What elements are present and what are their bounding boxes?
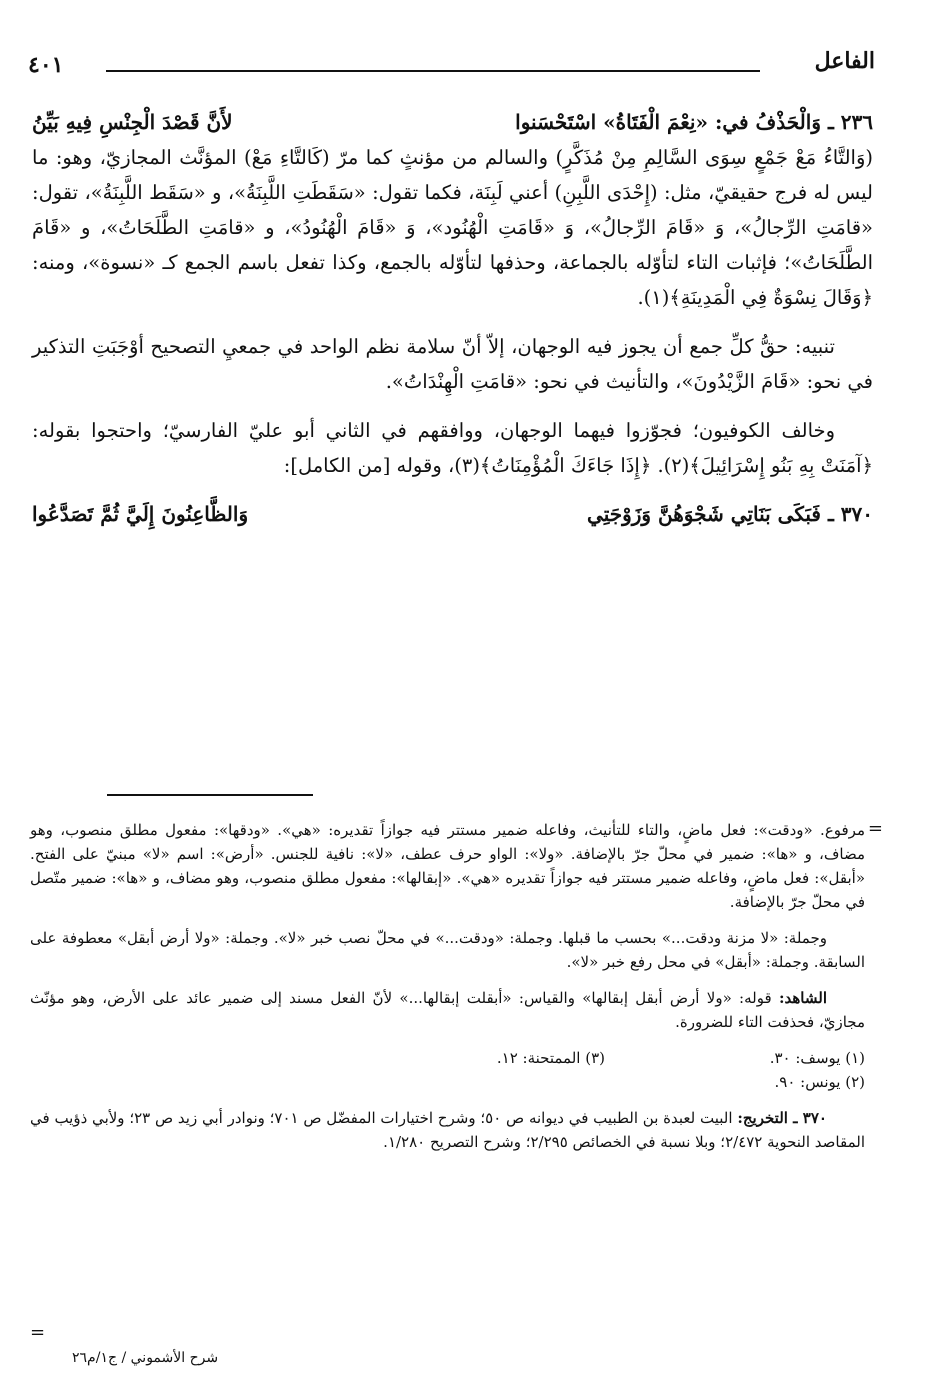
takhrij-label: ٣٧٠ ـ التخريج: bbox=[737, 1109, 827, 1127]
footnote-3: (٣) الممتحنة: ١٢. bbox=[496, 1049, 605, 1067]
continuation-mark: = bbox=[867, 818, 883, 839]
evidence-text: قوله: «ولا أرض أبقل إبقالها» والقياس: «أبقلت إبقالها...» لأنّ الفعل مسند إلى ضمير عائد على الأرض، وهو مؤنّث مجازيّ، فحذفت التاء للضرورة. bbox=[30, 989, 865, 1031]
footnote-row-1 bbox=[30, 1046, 865, 1070]
verse-370 bbox=[32, 497, 873, 532]
spacer bbox=[30, 974, 865, 986]
page-header bbox=[28, 44, 875, 84]
takhrij-text: البيت لعبدة بن الطبيب في ديوانه ص ٥٠؛ وشرح اختيارات المفضّل ص ٧٠١؛ ونوادر أبي زيد ص ٢٣؛ ولأبي ذؤيب في المقاصد النحوية ٢/٤٧٢؛ وبلا نسبة في الخصائص ٢/٢٩٥؛ وشرح التصريح ١/٢٨٠. bbox=[30, 1109, 865, 1151]
spacer bbox=[32, 315, 873, 329]
footnote-row-2 bbox=[30, 1070, 865, 1094]
paragraph-kufans: وخالف الكوفيون؛ فجوّزوا فيهما الوجهان، ووافقهم في الثاني أبو عليّ الفارسيّ؛ واحتجوا بقوله: ﴿آمَنَتْ بِهِ بَنُو إِسْرَائِيلَ﴾(٢). ﴿إِذَا جَاءَكَ الْمُؤْمِنَاتُ﴾(٣)، وقوله [من الكامل]: bbox=[32, 419, 873, 477]
signature-mark: شرح الأشموني / ج١/م٢٦ bbox=[72, 1350, 219, 1366]
note-evidence bbox=[30, 986, 865, 1034]
spacer bbox=[30, 1094, 865, 1106]
header-rule bbox=[106, 70, 760, 72]
verse-370-second-hemistich: وَالظَّاعِنُونَ إِلَيَّ ثُمَّ تَصَدَّعُوا bbox=[32, 502, 249, 526]
spacer bbox=[32, 399, 873, 413]
paragraph-note: تنبيه: حقُّ كلِّ جمع أن يجوز فيه الوجهان، إلاّ أنّ سلامة نظم الواحد في جمعيِ التصحيح أوْجَبَتِ التذكير في نحو: «قَامَ الزَّيْدُونَ»، والتأنيث في نحو: «قامَتِ الْهِنْدَاتُ». bbox=[32, 335, 873, 393]
evidence-label: الشاهد: bbox=[778, 989, 827, 1007]
note-sentences: وجملة: «لا مزنة ودقت...» بحسب ما قبلها. وجملة: «ودقت...» في محلّ نصب خبر «لا». وجملة: «ولا أرض أبقل» معطوفة على السابقة. وجملة: «أبقل» في محل رفع خبر «لا». bbox=[30, 929, 865, 971]
note-parsing: مرفوع. «ودقت»: فعل ماضٍ، والتاء للتأنيث، وفاعله ضمير مستتر فيه جوازاً تقديره: «هي». «ودقها»: مفعول مطلق منصوب، وهو مضاف، و «ها»: ضمير في محلّ جرّ بالإضافة. «ولا»: الواو حرف عطف، «لا»: نافية للجنس. «أرض»: اسم «لا» مبنيّ على الفتح. «أبقل»: فعل ماضٍ، وفاعله ضمير مستتر فيه جوازاً تقديره «هي». «إبقالها»: مفعول مطلق منصوب، وهو مضاف، و «ها»: ضمير متّصل في محلّ جرّ بالإضافة. bbox=[30, 821, 865, 911]
spacer bbox=[32, 483, 873, 497]
verse-370-first-hemistich: ٣٧٠ ـ فَبَكَى بَنَاتِي شَجْوَهُنَّ وَزَوْجَتِي bbox=[587, 502, 873, 526]
footnote-1: (١) يوسف: ٣٠. bbox=[769, 1049, 865, 1067]
footnotes bbox=[30, 818, 865, 1154]
chapter-title: الفاعل bbox=[814, 48, 875, 74]
main-text bbox=[32, 105, 873, 532]
verse-236 bbox=[32, 105, 873, 140]
verse-236-second-hemistich: لأَنَّ قَصْدَ الْجِنْسِ فِيهِ بَيِّنُ bbox=[32, 110, 233, 134]
footnote-2: (٢) يونس: ٩٠. bbox=[774, 1073, 865, 1091]
page-number: ٤٠١ bbox=[28, 52, 64, 78]
paragraph-commentary: (وَالتَّاءُ مَعْ جَمْعٍ سِوَى السَّالِمِ مِنْ مُذَكَّرٍ) والسالم من مؤنثٍ كما مرّ (كَالتَّاءِ مَعْ) المؤنَّث المجازيّ، وهو: ما ليس له فرج حقيقيّ، مثل: (إِحْدَى اللَّبِنِ) أعني لَبِنَة، فكما تقول: «سَقَطَتِ اللَّبِنَةُ»، و «سَقَط اللَّبِنَةُ»، تقول: «قامَتِ الرِّجالُ»، وَ «قَامَ الرِّجالُ»، وَ «قَامَتِ الْهُنُود»، وَ «قَامَ الْهُنُودُ»، و «قامَتِ الطَّلَحَاتُ»، و «قَامَ الطَّلَحَاتُ»؛ فإثبات التاء لتأوّله بالجماعة، وحذفها لتأوّله بالجمع، وكذا تفعل باسم الجمع كـ «نسوة»، ومنه: ﴿وَقَالَ نِسْوَةٌ فِي الْمَدِينَةِ﴾(١). bbox=[32, 146, 873, 309]
footnote-rule bbox=[107, 794, 313, 796]
note-takhrij bbox=[30, 1106, 865, 1154]
spacer bbox=[30, 1034, 865, 1046]
spacer bbox=[30, 914, 865, 926]
verse-236-first-hemistich: ٢٣٦ ـ وَالْحَذْفُ في: «نِعْمَ الْفَتَاةُ» اسْتَحْسَنوا bbox=[515, 110, 873, 134]
continuation-mark-bottom: = bbox=[30, 1322, 46, 1343]
